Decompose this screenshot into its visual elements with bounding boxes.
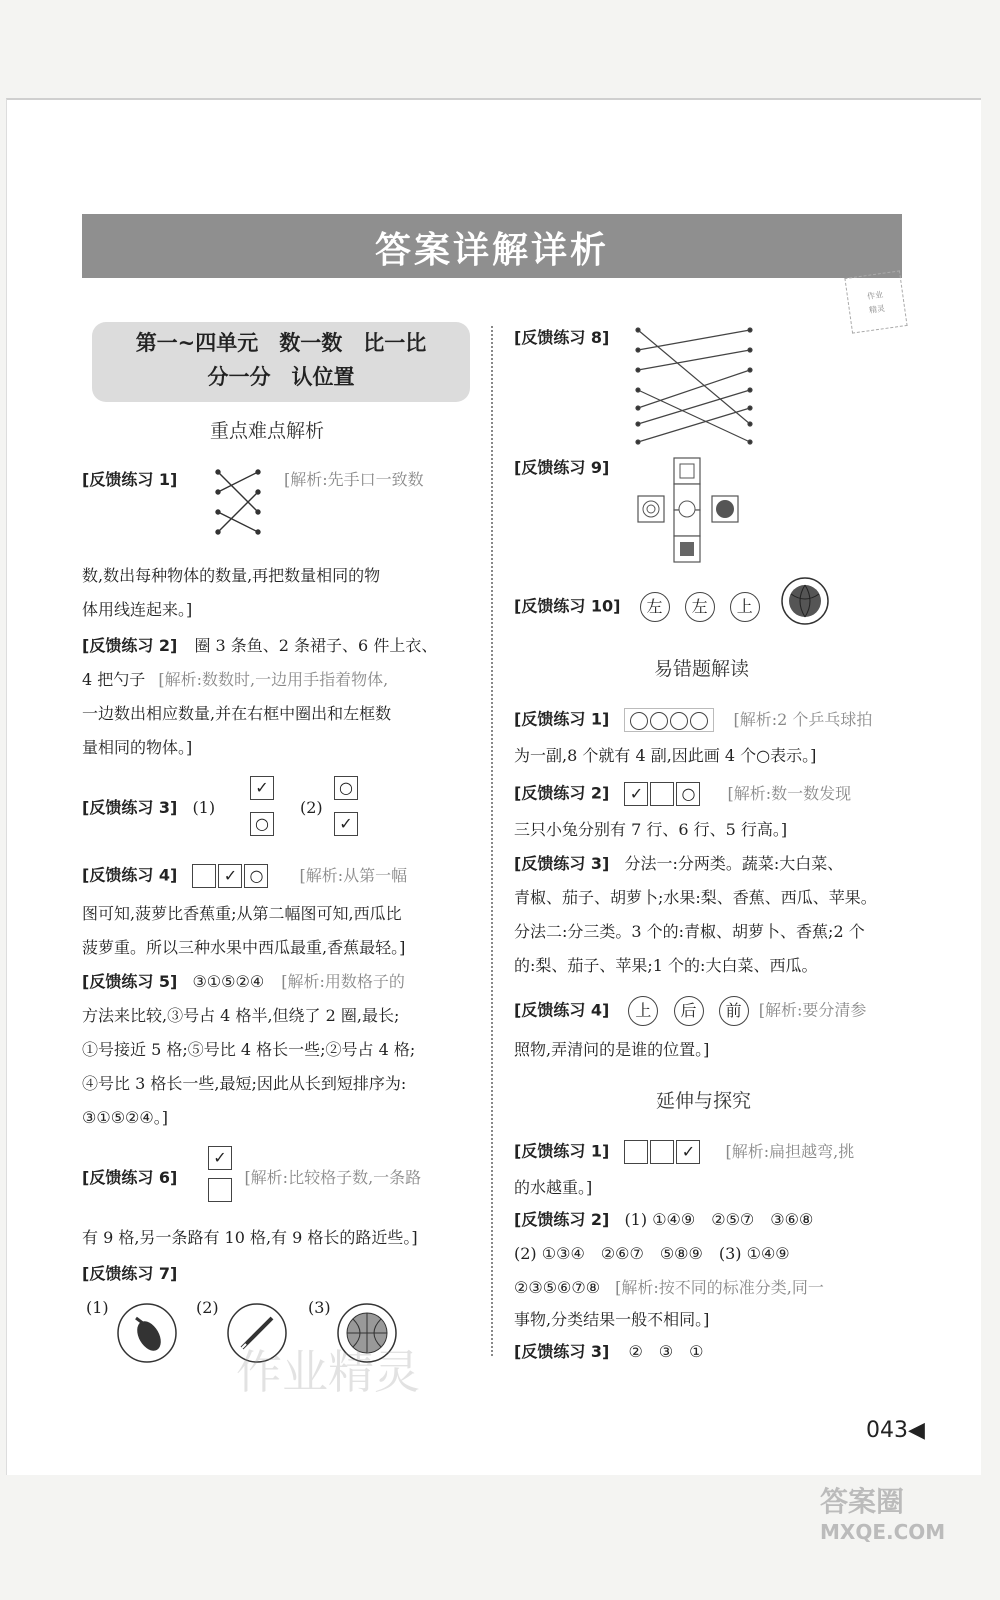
ex7-part2: (2)	[196, 1298, 219, 1317]
r1-circle	[670, 712, 688, 730]
r3-row-a	[514, 854, 843, 874]
x2-text-d: 事物,分类结果一般不相同。]	[514, 1310, 710, 1329]
ex6-label: [反馈练习 6]	[82, 1168, 178, 1187]
eggplant-icon	[116, 1302, 178, 1364]
r1-text-b: 为一副,8 个就有 4 副,因此画 4 个○表示。]	[514, 746, 817, 765]
ex4-circle-box: ○	[244, 864, 268, 888]
ex1-matching-lines	[210, 464, 270, 554]
r1-circle	[650, 712, 668, 730]
r4-label: [反馈练习 4]	[514, 1000, 610, 1020]
r3-text-c: 分法二:分三类。3 个的:青椒、胡萝卜、香蕉;2 个	[514, 922, 865, 941]
x2-row-c	[514, 1278, 824, 1298]
r4-answer1: 上	[628, 996, 658, 1026]
ex3-circle-box: ○	[250, 812, 274, 836]
x2-row-a	[514, 1210, 813, 1230]
ex3-answer2	[334, 776, 360, 836]
ex1-label: [反馈练习 1]	[82, 470, 178, 489]
ex6-text-b: 有 9 格,另一条路有 10 格,有 9 格长的路近些。]	[82, 1228, 418, 1247]
ex4-check-box: ✓	[218, 864, 242, 888]
unit-heading	[92, 322, 470, 402]
x1-check-box: ✓	[676, 1140, 700, 1164]
ex9-label: [反馈练习 9]	[514, 458, 610, 477]
r1-note-a: [解析:2 个乒乓球拍	[733, 709, 873, 729]
ex9-cube-net	[634, 456, 746, 566]
ex5-text-c: ①号接近 5 格;⑤号比 4 格长一些;②号占 4 格;	[82, 1040, 416, 1059]
page-number: 043◀	[866, 1418, 925, 1443]
r3-text-d: 的:梨、茄子、苹果;1 个的:大白菜、西瓜。	[514, 956, 818, 975]
r1-circle	[690, 712, 708, 730]
ex4-label: [反馈练习 4]	[82, 865, 178, 885]
x3-answer: ② ③ ①	[628, 1342, 704, 1361]
column-divider	[491, 326, 493, 1356]
ex6-row-a	[82, 1168, 421, 1188]
ex4-answer	[192, 866, 275, 885]
ex5-row-a	[82, 972, 405, 992]
ex5-label: [反馈练习 5]	[82, 972, 178, 991]
r2-text-b: 三只小兔分别有 7 行、6 行、5 行高。]	[514, 820, 788, 839]
ex2-note-c: 量相同的物体。]	[82, 738, 193, 757]
section-extend: 延伸与探究	[656, 1090, 752, 1112]
ex1-note-c: 体用线连起来。]	[82, 600, 193, 619]
ex1-note-a: [解析:先手口一致数	[284, 470, 424, 489]
ex3-answer1	[250, 776, 276, 836]
title-banner	[82, 214, 902, 278]
page-title: 答案详解详析	[374, 230, 609, 271]
ex2-note-a: [解析:数数时,一边用手指着物体,	[158, 670, 389, 689]
ex7-label: [反馈练习 7]	[82, 1264, 178, 1283]
ex4-note-b: 图可知,菠萝比香蕉重;从第二幅图可知,西瓜比	[82, 904, 402, 923]
ex5-text-d: ④号比 3 格长一些,最短;因此从长到短排序为:	[82, 1074, 407, 1093]
ex10-row	[514, 592, 765, 622]
ex3-check-box: ✓	[250, 776, 274, 800]
ex2-row-b	[82, 670, 388, 690]
x1-text-b: 的水越重。]	[514, 1178, 593, 1197]
unit-heading-line1: 第一~四单元 数一数 比一比	[135, 330, 427, 355]
ex3-label: [反馈练习 3]	[82, 798, 178, 817]
r2-label: [反馈练习 2]	[514, 783, 610, 803]
section-key: 重点难点解析	[210, 420, 325, 442]
ex4-note-c: 菠萝重。所以三种水果中西瓜最重,香蕉最轻。]	[82, 938, 406, 957]
x1-answer	[624, 1142, 702, 1161]
r3-text-b: 青椒、茄子、胡萝卜;水果:梨、香蕉、西瓜、苹果。	[514, 888, 877, 907]
ex5-answer: ③①⑤②④	[192, 972, 265, 991]
x1-note-a: [解析:扁担越弯,挑	[725, 1141, 855, 1161]
ex8-matching-lines	[630, 322, 760, 448]
r2-check-box: ✓	[624, 782, 648, 806]
ex6-check-box: ✓	[208, 1146, 232, 1170]
unit-heading-line2: 分一分 认位置	[207, 364, 355, 389]
ex3-label-row	[82, 798, 215, 818]
ex8-label: [反馈练习 8]	[514, 328, 610, 347]
x1-row-a	[514, 1140, 854, 1164]
ex10-answer1: 左	[640, 592, 670, 622]
x1-empty-box	[624, 1140, 648, 1164]
x3-label: [反馈练习 3]	[514, 1342, 610, 1361]
x3-row	[514, 1342, 703, 1362]
ex4-empty-box	[192, 864, 216, 888]
x2-text-a: (1) ①④⑨ ②⑤⑦ ③⑥⑧	[624, 1210, 814, 1229]
ex7-part1: (1)	[86, 1298, 109, 1317]
ex2-label: [反馈练习 2]	[82, 636, 178, 655]
ex2-text-b: 4 把勺子	[82, 670, 146, 689]
r3-text-a: 分法一:分两类。蔬菜:大白菜、	[624, 854, 844, 873]
x1-label: [反馈练习 1]	[514, 1141, 610, 1161]
x2-note-c: [解析:按不同的标准分类,同一	[615, 1278, 824, 1297]
ex2-row-a	[82, 636, 437, 656]
r4-text-b: 照物,弄清问的是谁的位置。]	[514, 1040, 710, 1059]
watermelon-icon	[780, 576, 830, 626]
ex7-label-row	[82, 1264, 177, 1284]
ex4-row-a	[82, 864, 407, 888]
ex4-note-a: [解析:从第一幅	[299, 865, 408, 885]
r2-circle-box: ○	[676, 782, 700, 806]
r4-note-a: [解析:要分清参	[758, 1000, 867, 1020]
ex5-note-a: [解析:用数格子的	[281, 972, 405, 991]
r2-note-a: [解析:数一数发现	[727, 783, 852, 803]
ex2-note-b: 一边数出相应数量,并在右框中圈出和左框数	[82, 704, 392, 723]
r4-answer3: 前	[719, 996, 749, 1026]
ex9-label-row	[514, 458, 609, 478]
x2-label: [反馈练习 2]	[514, 1210, 610, 1229]
ex6-note-a: [解析:比较格子数,一条路	[244, 1168, 422, 1187]
ex5-text-b: 方法来比较,③号占 4 格半,但绕了 2 圈,最长;	[82, 1006, 400, 1025]
site-logo: 答案圈 MXQE.COM	[820, 1485, 946, 1544]
x2-text-b: (2) ①③④ ②⑥⑦ ⑤⑧⑨ (3) ①④⑨	[514, 1244, 790, 1263]
r1-circle	[630, 712, 648, 730]
r2-row-a	[514, 782, 851, 806]
ex10-answer3: 上	[730, 592, 760, 622]
x2-text-c: ②③⑤⑥⑦⑧	[514, 1278, 601, 1297]
x1-empty-box	[650, 1140, 674, 1164]
ex5-text-e: ③①⑤②④。]	[82, 1108, 168, 1127]
ex10-label: [反馈练习 10]	[514, 596, 621, 616]
r1-row-a	[514, 708, 872, 732]
ex1-label-row	[82, 470, 177, 490]
section-error: 易错题解读	[654, 658, 750, 680]
ex3-check-box-2: ✓	[334, 812, 358, 836]
corner-stamp: 作业 精灵	[844, 270, 907, 333]
ex3-part1: (1)	[192, 798, 216, 817]
r1-answer	[624, 708, 714, 732]
r3-label: [反馈练习 3]	[514, 854, 610, 873]
r4-answer2: 后	[674, 996, 704, 1026]
r4-row-a	[514, 996, 866, 1026]
ex10-answer2: 左	[685, 592, 715, 622]
ex2-text-a: 圈 3 条鱼、2 条裙子、6 件上衣、	[194, 636, 438, 655]
ex1-note-b: 数,数出每种物体的数量,再把数量相同的物	[82, 566, 381, 585]
r2-empty-box	[650, 782, 674, 806]
r2-answer	[624, 784, 702, 803]
ex3-part2: (2)	[300, 798, 323, 817]
r1-label: [反馈练习 1]	[514, 709, 610, 729]
watermark: 作业精灵	[236, 1345, 420, 1399]
ex3-circle-box-2: ○	[334, 776, 358, 800]
ex8-label-row	[514, 328, 609, 348]
ex7-part3: (3)	[308, 1298, 331, 1317]
